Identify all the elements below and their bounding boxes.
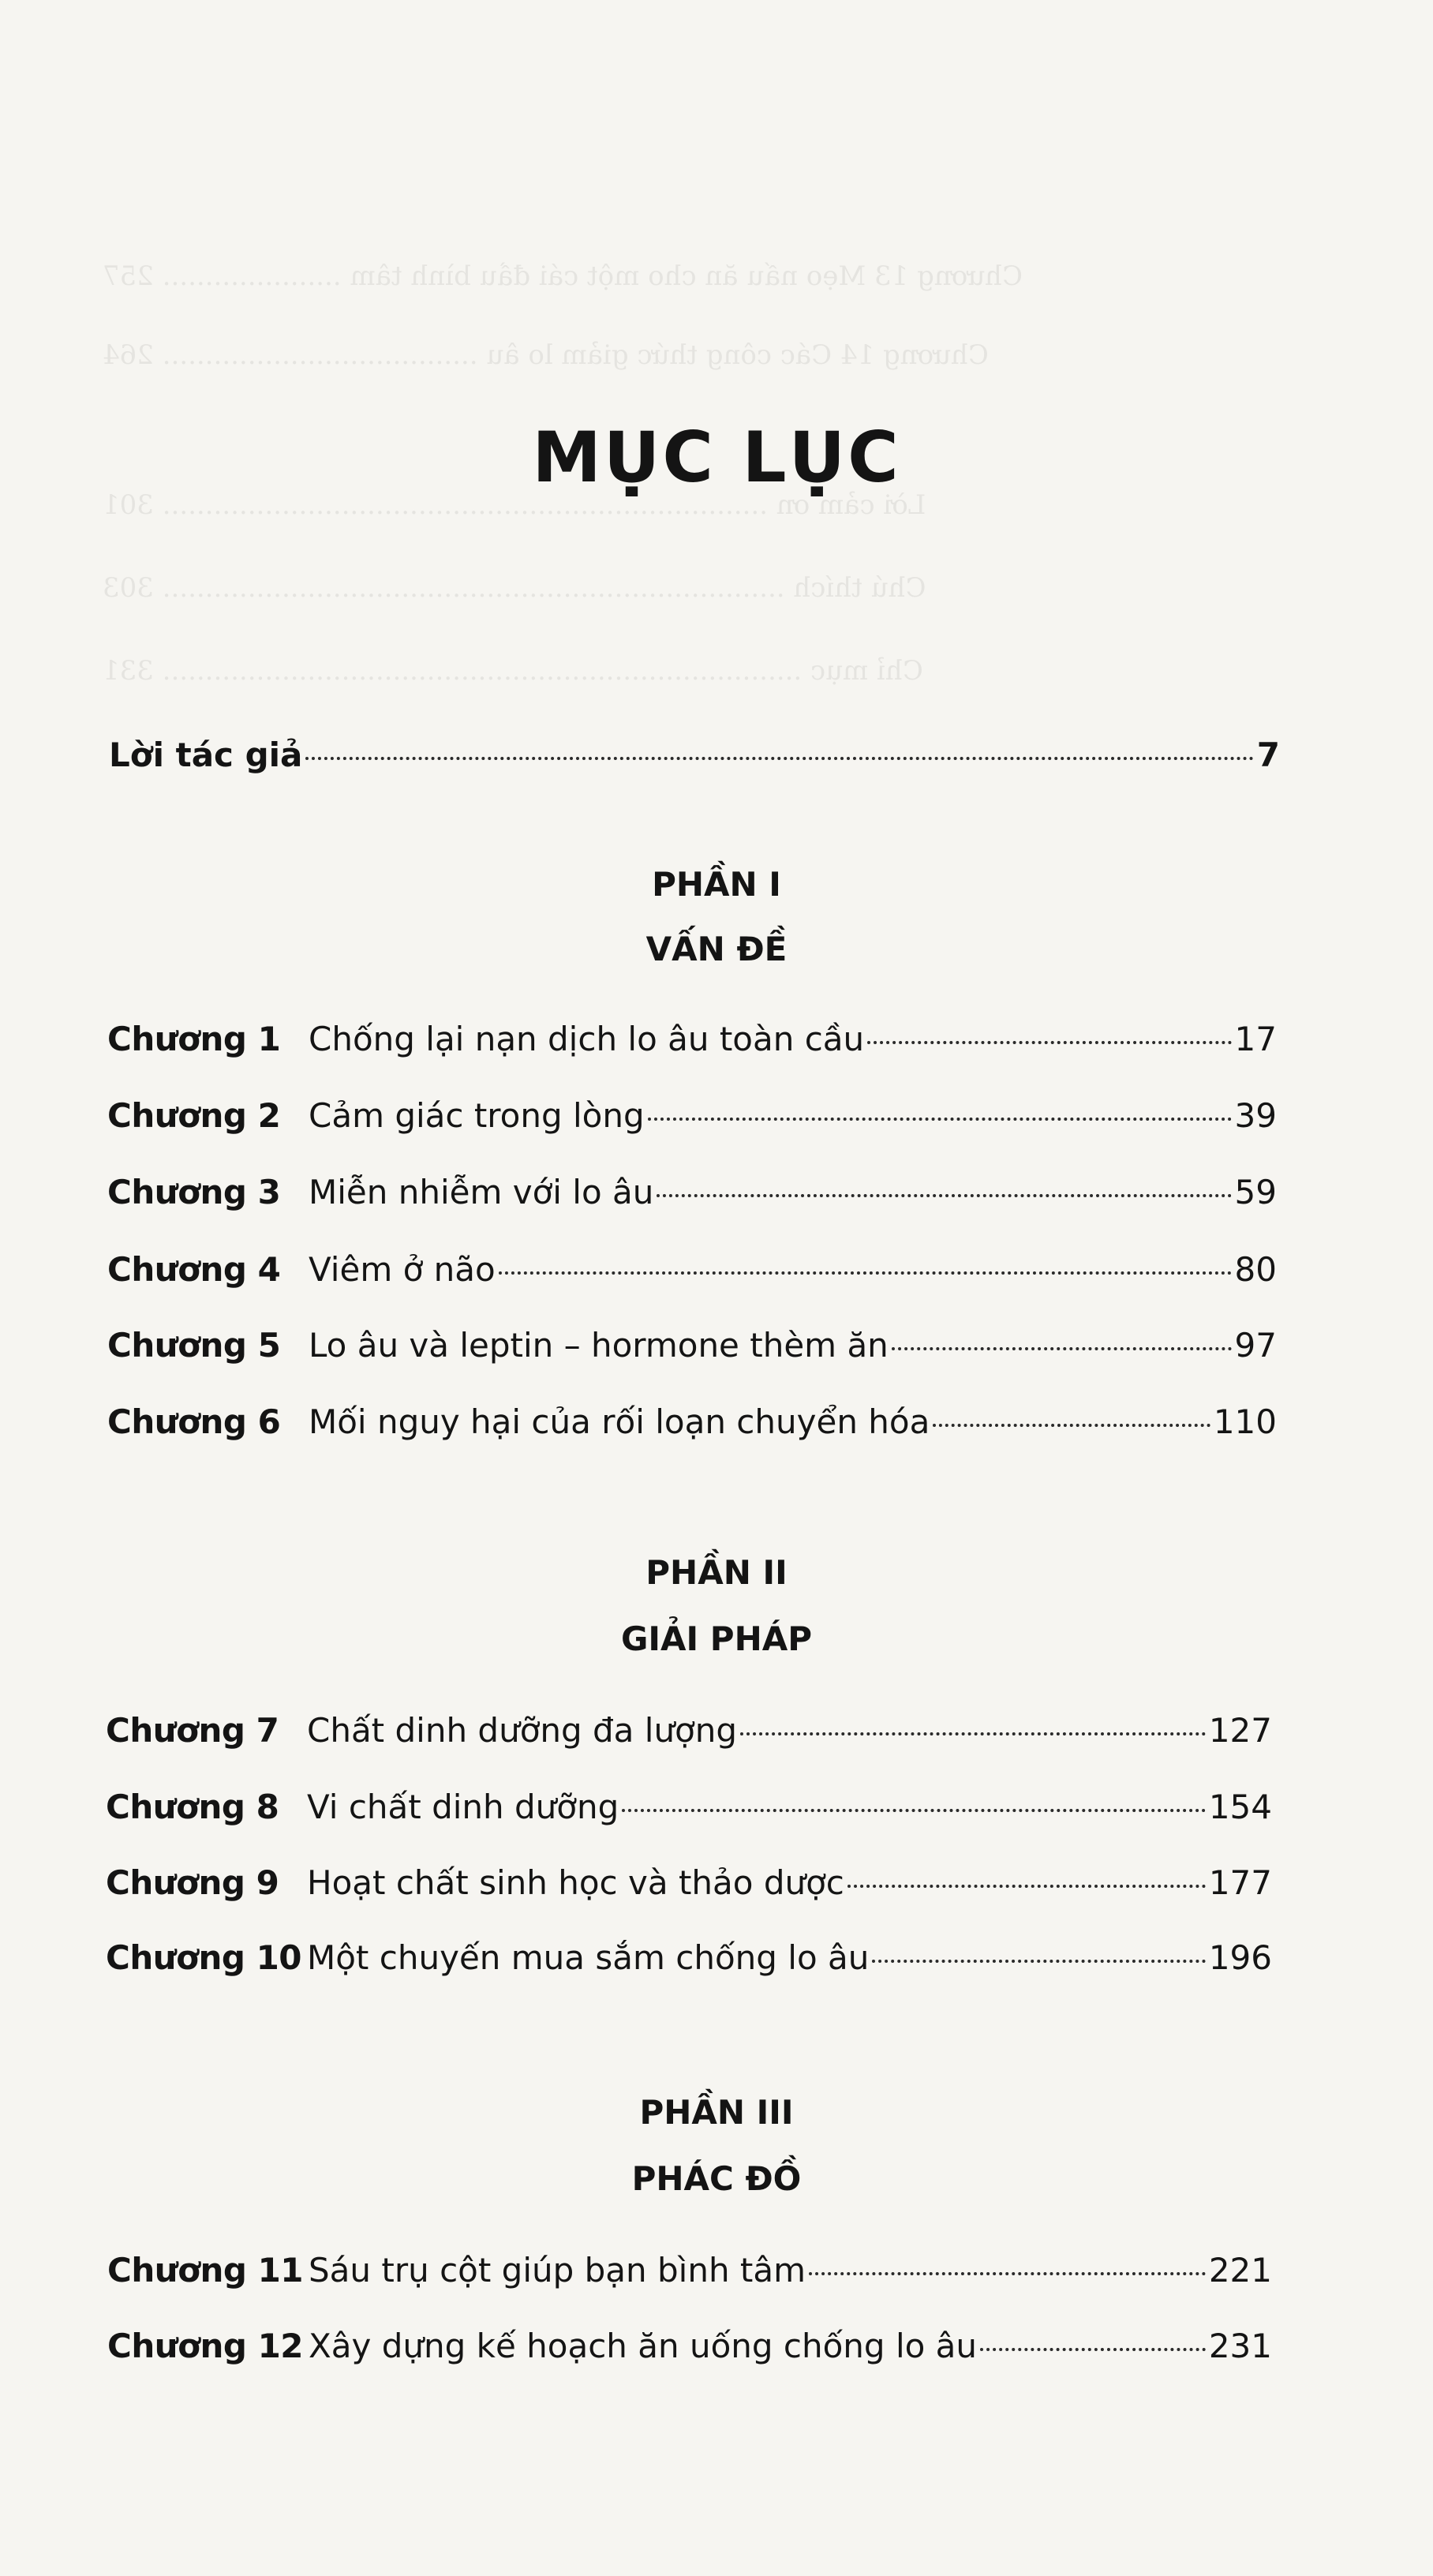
chapter-page: 17 bbox=[1234, 1020, 1277, 1058]
chapter-page: 97 bbox=[1234, 1326, 1277, 1365]
part-label: PHẦN III bbox=[639, 2093, 794, 2132]
chapter-number: Chương 3 bbox=[107, 1173, 281, 1211]
chapter-title: Chất dinh dưỡng đa lượng bbox=[307, 1711, 738, 1750]
chapter-number: Chương 1 bbox=[107, 1020, 281, 1058]
toc-entry-foreword bbox=[109, 736, 1280, 783]
toc-entry-page: 7 bbox=[1256, 736, 1280, 774]
show-through-line: Chú thích ......................................................................... 303 bbox=[103, 572, 926, 604]
dot-leader bbox=[892, 1347, 1232, 1350]
toc-entry bbox=[106, 1788, 1272, 1835]
chapter-page: 80 bbox=[1234, 1250, 1277, 1289]
chapter-number: Chương 12 bbox=[107, 2327, 304, 2365]
chapter-number: Chương 10 bbox=[106, 1938, 302, 1977]
toc-entry bbox=[107, 1250, 1277, 1297]
toc-entry bbox=[107, 1096, 1277, 1144]
chapter-page: 39 bbox=[1234, 1096, 1277, 1135]
toc-entry bbox=[106, 1711, 1272, 1758]
dot-leader bbox=[933, 1424, 1210, 1427]
dot-leader bbox=[872, 1960, 1205, 1963]
toc-entry-title: Lời tác giả bbox=[109, 736, 303, 774]
part-title: GIẢI PHÁP bbox=[620, 1619, 813, 1658]
chapter-title: Xây dựng kế hoạch ăn uống chống lo âu bbox=[309, 2327, 978, 2365]
chapter-number: Chương 9 bbox=[106, 1863, 279, 1902]
chapter-number: Chương 6 bbox=[107, 1402, 281, 1441]
chapter-page: 196 bbox=[1208, 1938, 1272, 1977]
dot-leader bbox=[648, 1118, 1232, 1121]
dot-leader bbox=[740, 1732, 1206, 1735]
chapter-page: 221 bbox=[1208, 2251, 1272, 2290]
dot-leader bbox=[809, 2272, 1206, 2275]
chapter-page: 231 bbox=[1208, 2327, 1272, 2365]
chapter-title: Sáu trụ cột giúp bạn bình tâm bbox=[309, 2251, 806, 2290]
chapter-number: Chương 8 bbox=[106, 1788, 279, 1826]
chapter-title: Một chuyến mua sắm chống lo âu bbox=[307, 1938, 870, 1977]
toc-entry bbox=[106, 1863, 1272, 1911]
chapter-page: 154 bbox=[1208, 1788, 1272, 1826]
toc-entry bbox=[107, 2251, 1272, 2298]
chapter-number: Chương 11 bbox=[107, 2251, 304, 2290]
show-through-line: Chương 14 Các công thức giảm lo âu ..................................... 264 bbox=[103, 339, 989, 371]
chapter-title: Cảm giác trong lòng bbox=[309, 1096, 645, 1135]
chapter-number: Chương 7 bbox=[106, 1711, 279, 1750]
show-through-line: Chương 13 Mẹo nấu ăn cho một cái đầu bình tâm ..................... 257 bbox=[103, 260, 1023, 292]
chapter-number: Chương 4 bbox=[107, 1250, 281, 1289]
part-title: PHÁC ĐỒ bbox=[631, 2159, 802, 2198]
dot-leader bbox=[657, 1194, 1231, 1197]
show-through-line: Chỉ mục ........................................................................... 331 bbox=[103, 655, 923, 687]
toc-entry bbox=[107, 2327, 1272, 2374]
chapter-page: 127 bbox=[1208, 1711, 1272, 1750]
chapter-title: Mối nguy hại của rối loạn chuyển hóa bbox=[309, 1402, 930, 1441]
dot-leader bbox=[847, 1885, 1206, 1888]
dot-leader bbox=[867, 1041, 1231, 1044]
dot-leader bbox=[622, 1809, 1206, 1812]
toc-entry bbox=[107, 1020, 1277, 1067]
page-title: MỤC LỤC bbox=[532, 417, 901, 498]
chapter-title: Lo âu và leptin – hormone thèm ăn bbox=[309, 1326, 889, 1365]
dot-leader bbox=[499, 1271, 1232, 1275]
chapter-title: Hoạt chất sinh học và thảo dược bbox=[307, 1863, 844, 1902]
part-title: VẤN ĐỀ bbox=[645, 930, 788, 968]
show-through-line: Lời cảm ơn ....................................................................... 301 bbox=[103, 489, 926, 521]
chapter-page: 177 bbox=[1208, 1863, 1272, 1902]
chapter-page: 59 bbox=[1234, 1173, 1277, 1211]
chapter-title: Chống lại nạn dịch lo âu toàn cầu bbox=[309, 1020, 865, 1058]
part-label: PHẦN II bbox=[645, 1553, 788, 1592]
toc-entry bbox=[107, 1326, 1277, 1373]
dot-leader bbox=[980, 2348, 1206, 2351]
toc-entry bbox=[106, 1938, 1272, 1986]
chapter-title: Miễn nhiễm với lo âu bbox=[309, 1173, 654, 1211]
toc-entry bbox=[107, 1173, 1277, 1220]
toc-entry bbox=[107, 1402, 1277, 1450]
chapter-title: Viêm ở não bbox=[309, 1250, 496, 1289]
chapter-title: Vi chất dinh dưỡng bbox=[307, 1788, 619, 1826]
chapter-number: Chương 2 bbox=[107, 1096, 281, 1135]
chapter-number: Chương 5 bbox=[107, 1326, 281, 1365]
part-label: PHẦN I bbox=[652, 865, 781, 904]
chapter-page: 110 bbox=[1213, 1402, 1277, 1441]
dot-leader bbox=[305, 757, 1253, 760]
